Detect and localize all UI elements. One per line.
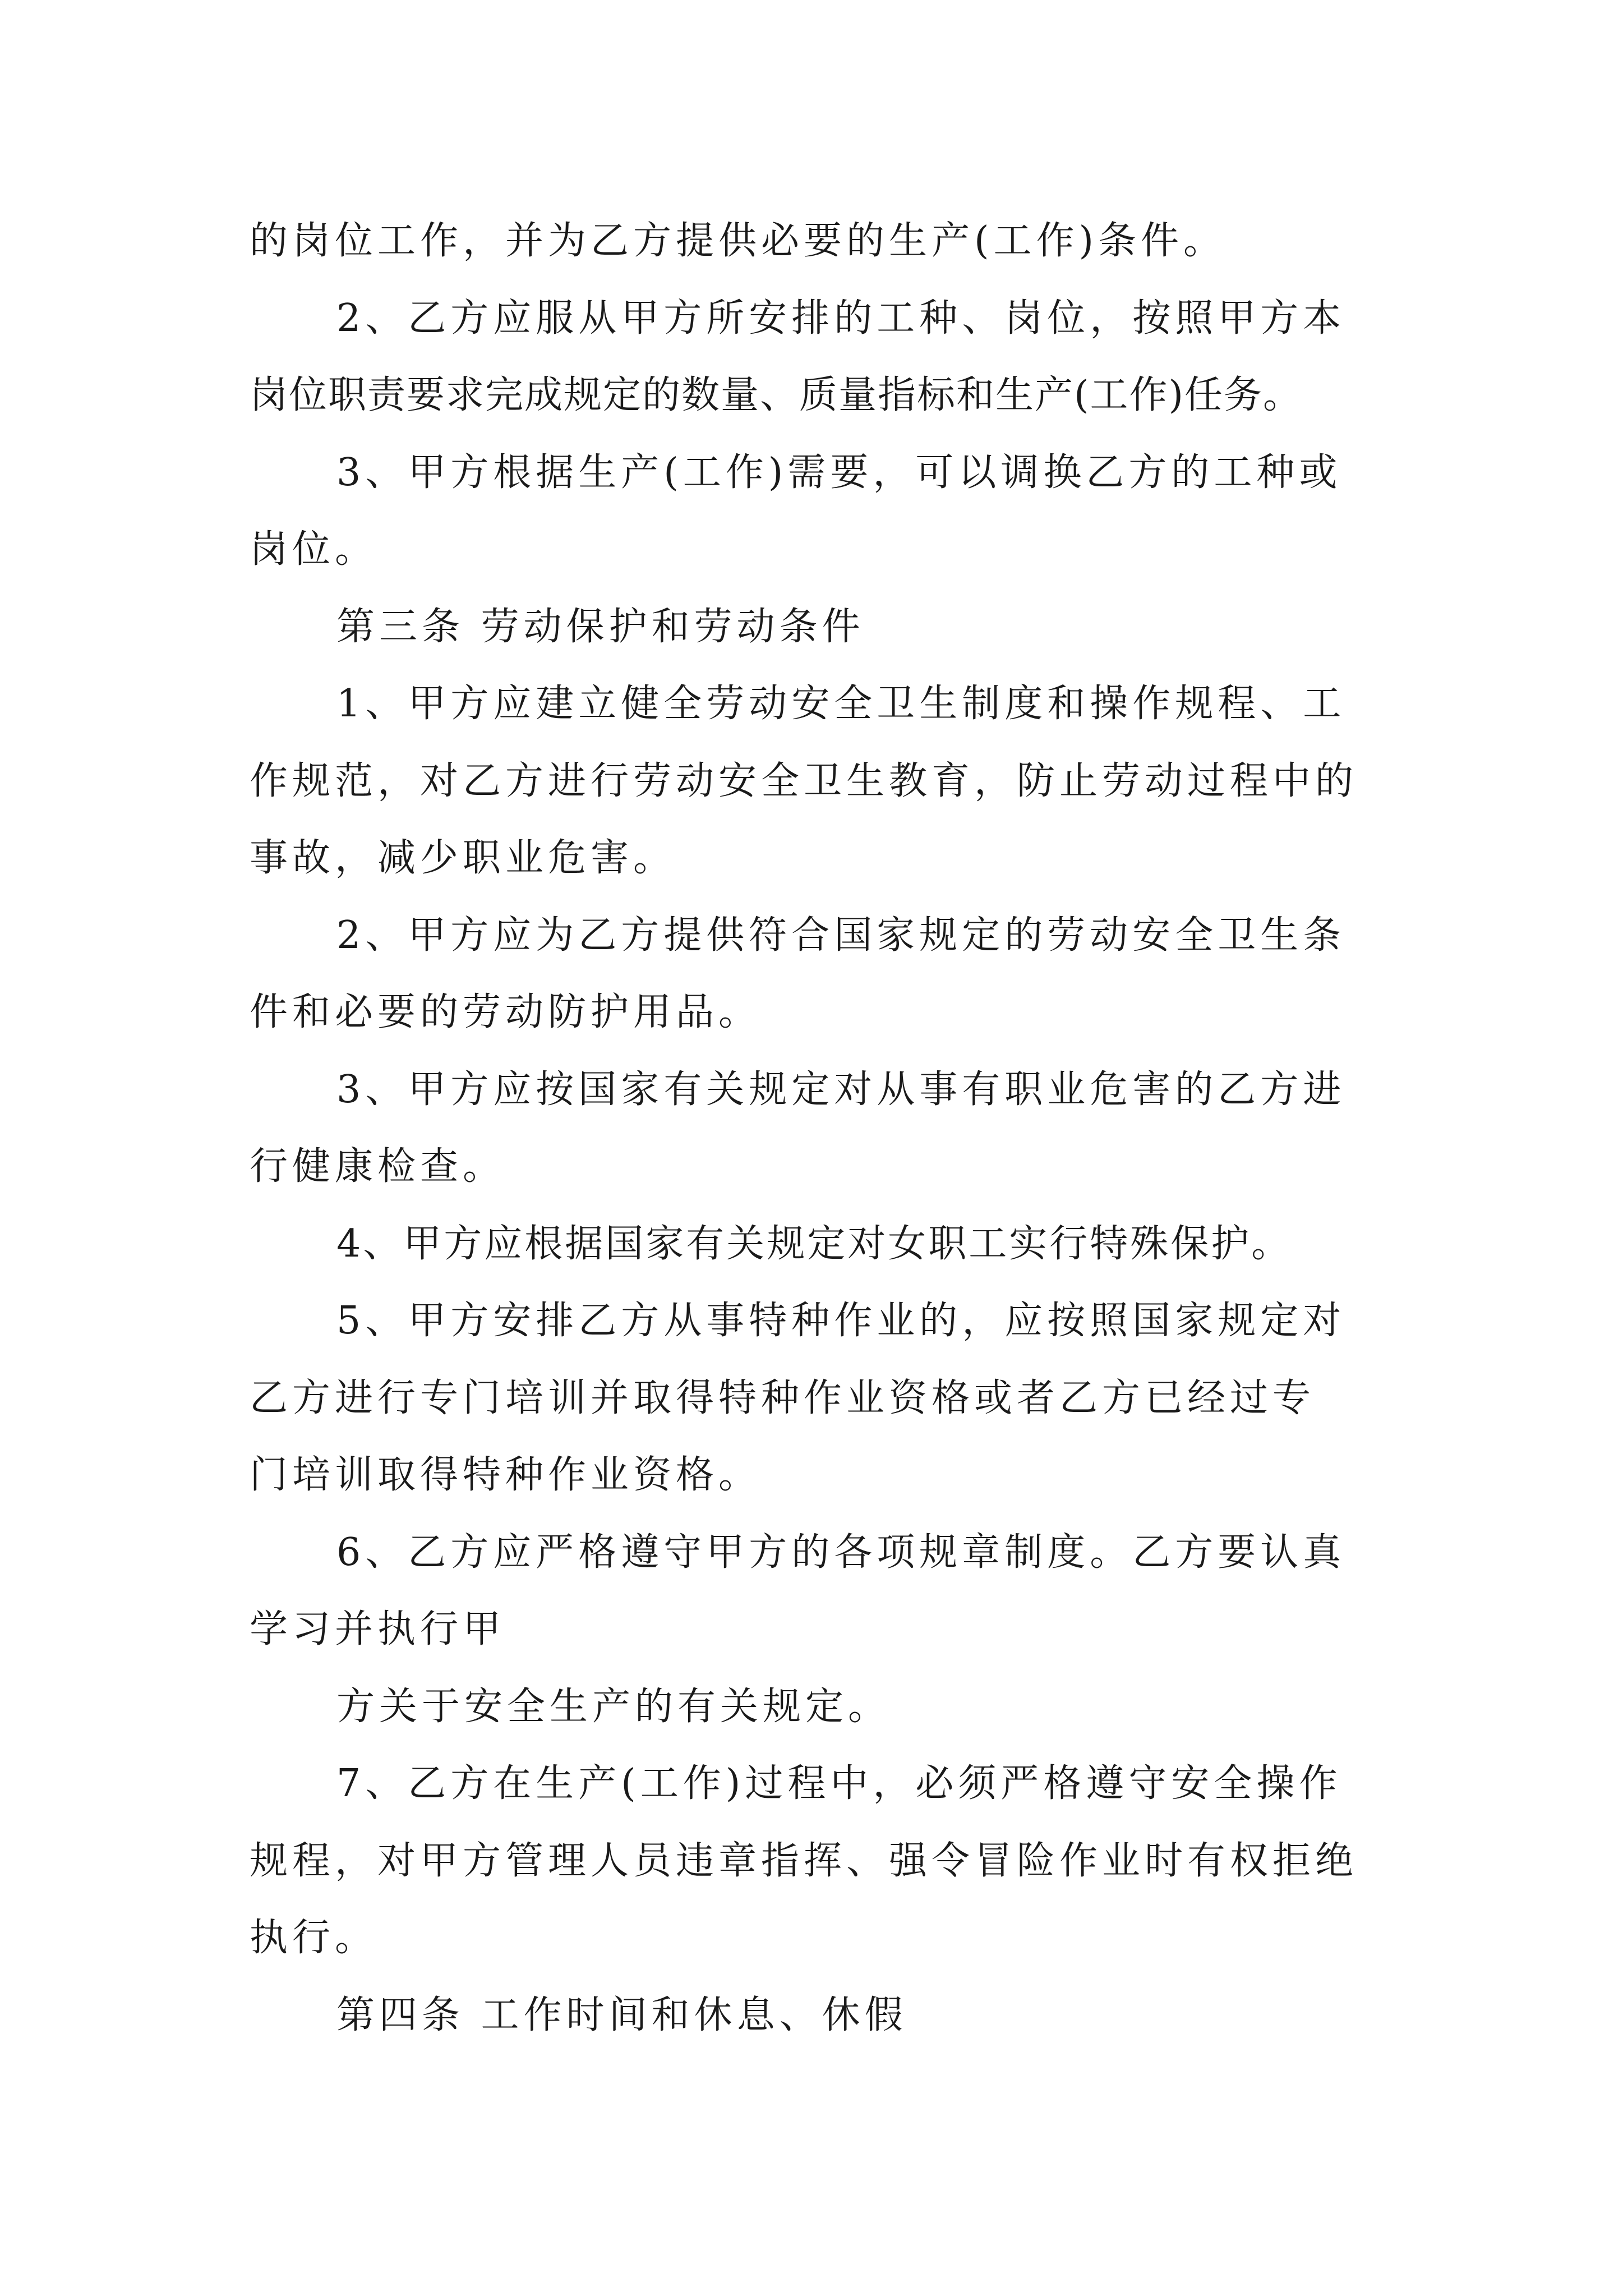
text-line: 作规范，对乙方进行劳动安全卫生教育，防止劳动过程中的 (250, 759, 1358, 803)
text-line: 5、甲方安排乙方从事特种作业的，应按照国家规定对 (336, 1299, 1346, 1343)
text-line: 4、甲方应根据国家有关规定对女职工实行特殊保护。 (336, 1222, 1292, 1266)
text-line: 乙方进行专门培训并取得特种作业资格或者乙方已经过专 (250, 1376, 1316, 1420)
text-line: 规程，对甲方管理人员违章指挥、强令冒险作业时有权拒绝 (250, 1839, 1358, 1883)
section-heading: 第三条 劳动保护和劳动条件 (336, 605, 865, 649)
text-line: 3、甲方根据生产(工作)需要，可以调换乙方的工种或 (336, 450, 1342, 495)
text-line: 执行。 (250, 1916, 378, 1960)
text-line: 学习并执行甲 (250, 1607, 506, 1651)
text-line: 2、甲方应为乙方提供符合国家规定的劳动安全卫生条 (336, 913, 1346, 958)
text-line: 方关于安全生产的有关规定。 (336, 1685, 891, 1729)
text-line: 岗位职责要求完成规定的数量、质量指标和生产(工作)任务。 (250, 373, 1303, 417)
text-line: 件和必要的劳动防护用品。 (250, 990, 762, 1034)
text-line: 2、乙方应服从甲方所安排的工种、岗位，按照甲方本 (336, 296, 1346, 341)
text-line: 1、甲方应建立健全劳动安全卫生制度和操作规程、工 (336, 682, 1346, 726)
text-line: 行健康检查。 (250, 1144, 506, 1189)
text-line: 门培训取得特种作业资格。 (250, 1453, 762, 1497)
text-line: 6、乙方应严格遵守甲方的各项规章制度。乙方要认真 (336, 1530, 1346, 1575)
text-line: 事故，减少职业危害。 (250, 836, 676, 880)
text-line: 7、乙方在生产(工作)过程中，必须严格遵守安全操作 (336, 1761, 1342, 1806)
text-line: 岗位。 (250, 527, 378, 572)
text-line: 的岗位工作，并为乙方提供必要的生产(工作)条件。 (250, 219, 1227, 263)
section-heading: 第四条 工作时间和休息、休假 (336, 1993, 907, 2037)
text-line: 3、甲方应按国家有关规定对从事有职业危害的乙方进 (336, 1068, 1346, 1112)
